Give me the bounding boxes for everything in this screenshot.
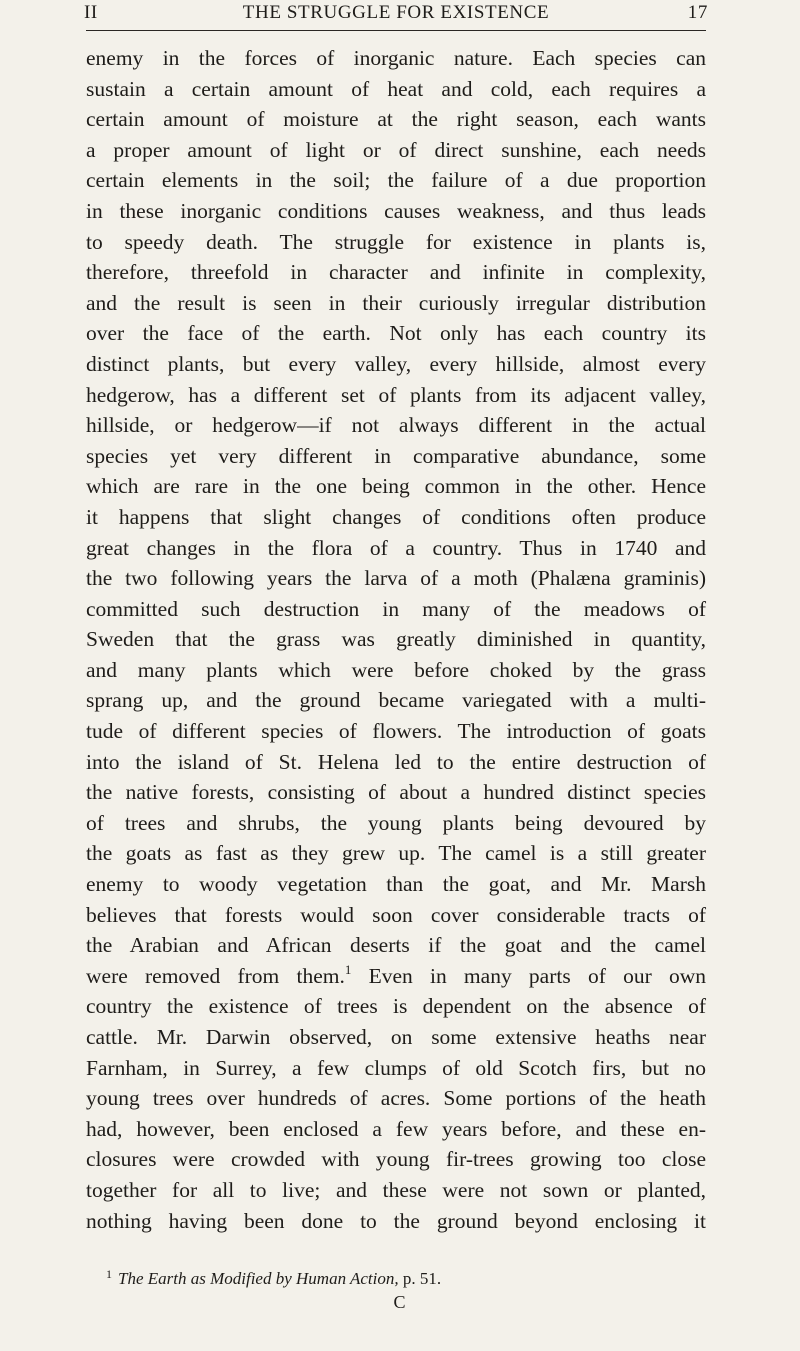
text-line-with-footnote xyxy=(86,961,706,992)
text-line: species yet very different in comparative abundance, some xyxy=(86,443,706,468)
text-line: certain elements in the soil; the failure of a due proportion xyxy=(86,168,706,193)
body-text xyxy=(86,43,706,1236)
text-line: believes that forests would soon cover considerable tracts of xyxy=(86,902,706,927)
footnote-marker: 1 xyxy=(106,1267,112,1281)
text-line: over the face of the earth. Not only has each country its xyxy=(86,321,706,346)
text-line: sprang up, and the ground became variegated with a multi- xyxy=(86,688,706,713)
text-line: enemy to woody vegetation than the goat, and Mr. Marsh xyxy=(86,872,706,897)
text-line: great changes in the flora of a country. Thus in 1740 and xyxy=(86,535,706,560)
text-line: cattle. Mr. Darwin observed, on some extensive heaths near xyxy=(86,1025,706,1049)
text-line: nothing having been done to the ground beyond enclosing it xyxy=(86,1208,706,1233)
text-line: Farnham, in Surrey, a few clumps of old Scotch firs, but no xyxy=(86,1055,706,1080)
text-line: which are rare in the one being common in the other. Hence xyxy=(86,474,706,499)
text-line: in these inorganic conditions causes weakness, and thus leads xyxy=(86,198,706,223)
text-line: committed such destruction in many of the meadows of xyxy=(86,596,706,621)
text-line: closures were crowded with young fir-trees growing too close xyxy=(86,1147,706,1172)
text-line: distinct plants, but every valley, every hillside, almost every xyxy=(86,351,706,376)
text-line: a proper amount of light or of direct sunshine, each needs xyxy=(86,137,706,162)
text-line: had, however, been enclosed a few years before, and these en- xyxy=(86,1116,706,1141)
footnote xyxy=(86,1268,706,1290)
text-line: the two following years the larva of a moth (Phalæna graminis) xyxy=(86,566,706,591)
text-line: and many plants which were before choked by the grass xyxy=(86,657,706,682)
text-line: the native forests, consisting of about a hundred distinct species xyxy=(86,780,706,805)
text-line: hillside, or hedgerow—if not always different in the actual xyxy=(86,413,706,438)
text-line: together for all to live; and these were not sown or planted, xyxy=(86,1177,706,1202)
footnote-cited-title: The Earth as Modified by Human Action, xyxy=(118,1269,399,1288)
text-segment: were removed from them. xyxy=(86,963,345,988)
text-line: hedgerow, has a different set of plants from its adjacent valley, xyxy=(86,382,706,407)
signature-mark: C xyxy=(393,1292,407,1312)
text-line: young trees over hundreds of acres. Some portions of the heath xyxy=(86,1086,706,1111)
text-line: it happens that slight changes of conditions often produce xyxy=(86,504,706,529)
text-line: to speedy death. The struggle for existence in plants is, xyxy=(86,229,706,254)
text-line: sustain a certain amount of heat and cold, each requires a xyxy=(86,76,706,101)
footnote-reference[interactable]: 1 xyxy=(344,961,352,977)
text-line: certain amount of moisture at the right season, each wants xyxy=(86,107,706,132)
text-line: and the result is seen in their curiously irregular distribution xyxy=(86,290,706,315)
text-line: the Arabian and African deserts if the goat and the camel xyxy=(86,933,706,958)
text-segment: Even in many parts of our own xyxy=(368,963,707,988)
text-line: Sweden that the grass was greatly diminished in quantity, xyxy=(86,627,706,652)
footnote-page-ref: p. 51. xyxy=(402,1269,442,1288)
chapter-numeral: II xyxy=(84,2,98,23)
text-line: enemy in the forces of inorganic nature. Each species can xyxy=(86,46,706,70)
header-rule xyxy=(86,30,706,31)
text-line: of trees and shrubs, the young plants being devoured by xyxy=(86,810,706,835)
text-line: into the island of St. Helena led to the entire destruction of xyxy=(86,749,706,774)
text-line: the goats as fast as they grew up. The camel is a still greater xyxy=(86,841,706,866)
text-line: therefore, threefold in character and infinite in complexity, xyxy=(86,260,706,285)
text-line: tude of different species of flowers. The introduction of goats xyxy=(86,719,706,744)
running-title: THE STRUGGLE FOR EXISTENCE xyxy=(242,2,550,23)
text-line: country the existence of trees is dependent on the absence of xyxy=(86,994,706,1019)
page-number: 17 xyxy=(687,2,708,23)
running-head xyxy=(84,2,708,28)
